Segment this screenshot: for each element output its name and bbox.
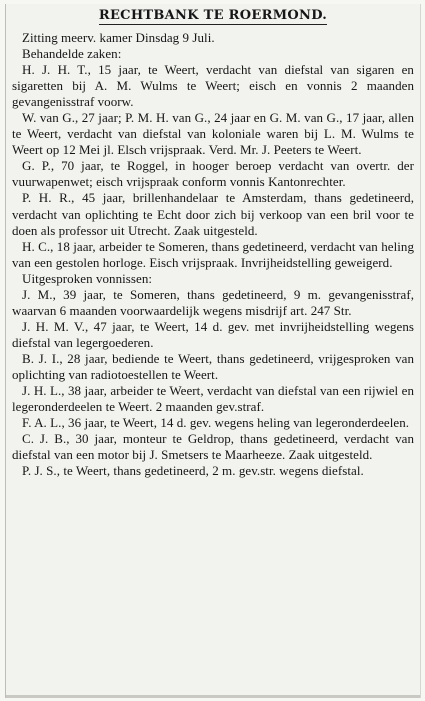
- verdict-paragraph: C. J. B., 30 jaar, monteur te Geldrop, thans gedetineerd, verdacht van diefstal van een motor bij J. Smetsers te Maarheeze. Zaak uitgesteld.: [12, 431, 414, 463]
- case-paragraph: W. van G., 27 jaar; P. M. H. van G., 24 jaar en G. M. van G., 17 jaar, allen te Weert, verdacht van diefstal van koloniale waren bij L. M. Wulms te Weert op 12 Mei jl. Elsch vrijspraak. Verd. Mr. J. Peeters te Weert.: [12, 110, 414, 158]
- verdict-paragraph: J. H. M. V., 47 jaar, te Weert, 14 d. gev. met invrijheidstelling wegens diefstal van legergoederen.: [12, 318, 414, 350]
- case-paragraph: G. P., 70 jaar, te Roggel, in hooger beroep verdacht van overtr. der vuurwapenwet; eisch vrijspraak conform vonnis Kantonrechter.: [12, 158, 414, 190]
- article-title: RECHTBANK TE ROERMOND.: [98, 8, 328, 23]
- article-heading: [6, 8, 420, 23]
- article-body: [12, 30, 414, 479]
- section-label: Behandelde zaken:: [22, 46, 122, 62]
- case-paragraph: P. H. R., 45 jaar, brillenhandelaar te Amsterdam, thans gedetineerd, verdacht van oplichting te Echt door zich bij verkoop van een bril voor te doen als professor uit Utrecht. Zaak uitgesteld.: [12, 190, 414, 238]
- verdict-paragraph: J. M., 39 jaar, te Someren, thans gedetineerd, 9 m. gevangenisstraf, waarvan 6 maanden voorwaardelijk wegens misdrijf art. 247 Str.: [12, 286, 414, 318]
- verdict-paragraph: J. H. L., 38 jaar, arbeider te Weert, verdacht van diefstal van een rijwiel en legeronderdeelen te Weert. 2 maanden gev.straf.: [12, 383, 414, 415]
- case-paragraph: H. J. H. T., 15 jaar, te Weert, verdacht van diefstal van sigaren en sigaretten bij A. M. Wulms te Weert; eisch en vonnis 2 maanden gevangenisstraf voorw.: [12, 62, 414, 110]
- verdict-paragraph: F. A. L., 36 jaar, te Weert, 14 d. gev. wegens heling van legeronderdeelen.: [22, 415, 410, 431]
- section-label: Uitgesproken vonnissen:: [22, 270, 153, 286]
- case-paragraph: H. C., 18 jaar, arbeider te Someren, thans gedetineerd, verdacht van heling van een gestolen horloge. Eisch vrijspraak. Invrijheidstelling geweigerd.: [12, 238, 414, 270]
- session-line: Zitting meerv. kamer Dinsdag 9 Juli.: [22, 30, 215, 45]
- newspaper-clipping: [5, 4, 421, 698]
- verdict-paragraph: B. J. I., 28 jaar, bediende te Weert, thans gedetineerd, vrijgesproken van oplichting van radiotoestellen te Weert.: [12, 350, 414, 382]
- bottom-rule: [6, 695, 420, 698]
- verdict-paragraph: P. J. S., te Weert, thans gedetineerd, 2 m. gev.str. wegens diefstal.: [22, 463, 364, 479]
